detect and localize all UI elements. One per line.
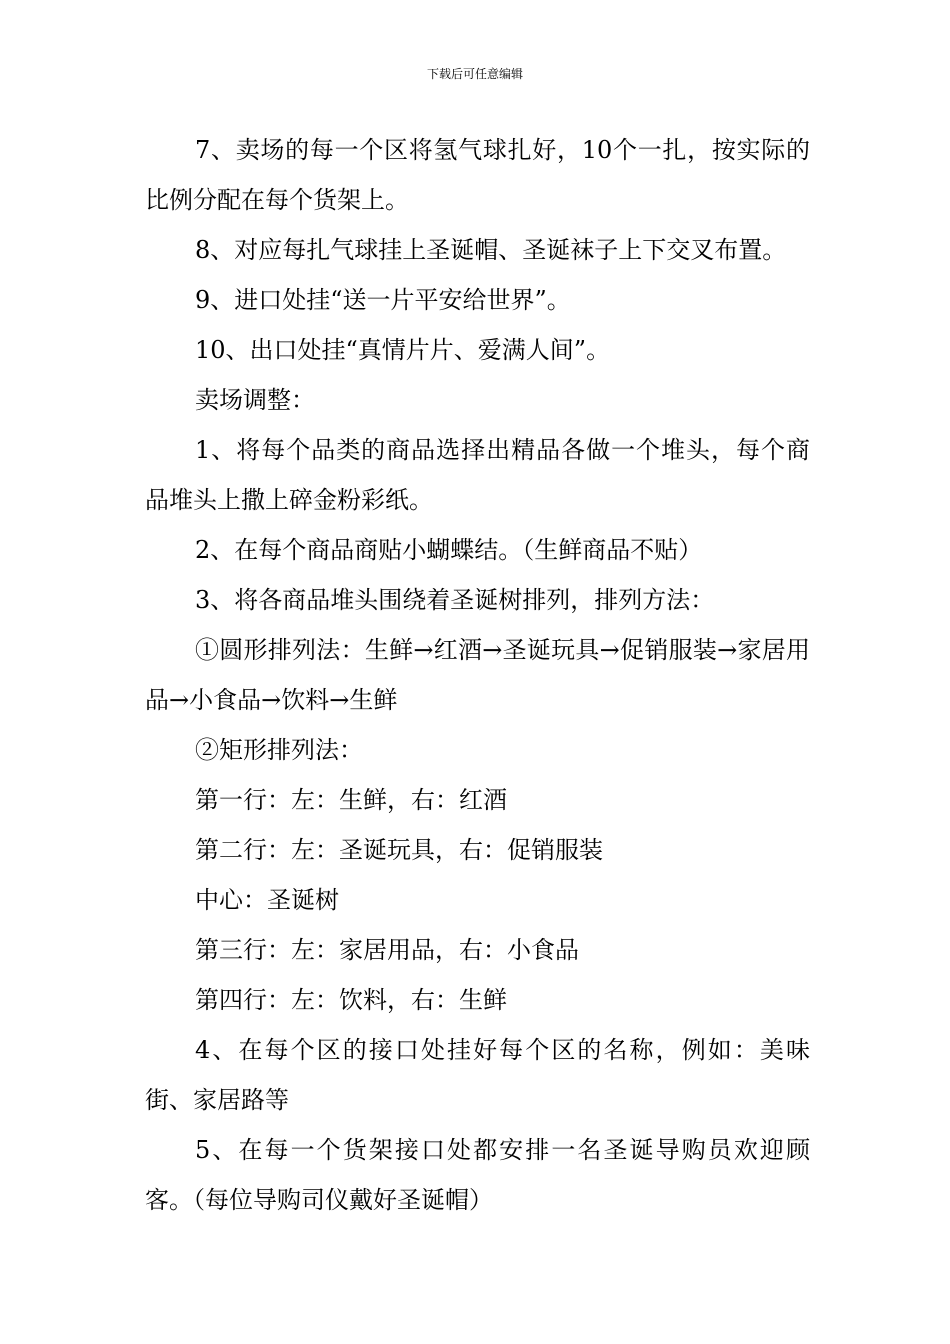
- paragraph-item-5-guides: 5、在每一个货架接口处都安排一名圣诞导购员欢迎顾客。（每位导购司仪戴好圣诞帽）: [145, 1136, 810, 1214]
- paragraph-center: 中心：圣诞树: [195, 886, 339, 914]
- paragraph-item-9-entrance: 9、进口处挂“送一片平安给世界”。: [195, 286, 571, 314]
- paragraph-row-1: 第一行：左：生鲜，右：红酒: [195, 786, 507, 814]
- paragraph-row-4: 第四行：左：饮料，右：生鲜: [195, 986, 507, 1014]
- document-body: [145, 125, 810, 1225]
- paragraph-row-3: 第三行：左：家居用品，右：小食品: [195, 936, 579, 964]
- paragraph-circular-arrangement: ①圆形排列法：生鲜→红酒→圣诞玩具→促销服装→家居用品→小食品→饮料→生鲜: [145, 636, 810, 714]
- paragraph-item-7-balloons: 7、卖场的每一个区将氢气球扎好，10个一扎，按实际的比例分配在每个货架上。: [145, 136, 810, 214]
- paragraph-item-2-bows: 2、在每个商品商贴小蝴蝶结。（生鲜商品不贴）: [195, 536, 703, 564]
- paragraph-row-2: 第二行：左：圣诞玩具，右：促销服装: [195, 836, 603, 864]
- paragraph-item-3-arrangement: 3、将各商品堆头围绕着圣诞树排列，排列方法：: [195, 586, 715, 614]
- paragraph-item-10-exit: 10、出口处挂“真情片片、爱满人间”。: [195, 336, 611, 364]
- paragraph-item-4-zone-names: 4、在每个区的接口处挂好每个区的名称，例如：美味街、家居路等: [145, 1036, 810, 1114]
- page-header: 下载后可任意编辑: [426, 67, 523, 81]
- paragraph-item-1-displays: 1、将每个品类的商品选择出精品各做一个堆头，每个商品堆头上撒上碎金粉彩纸。: [145, 436, 810, 514]
- paragraph-item-8-hats: 8、对应每扎气球挂上圣诞帽、圣诞袜子上下交叉布置。: [195, 236, 787, 264]
- paragraph-rectangular-arrangement: ②矩形排列法：: [195, 736, 363, 764]
- section-heading-store-adjustment: 卖场调整：: [195, 386, 315, 414]
